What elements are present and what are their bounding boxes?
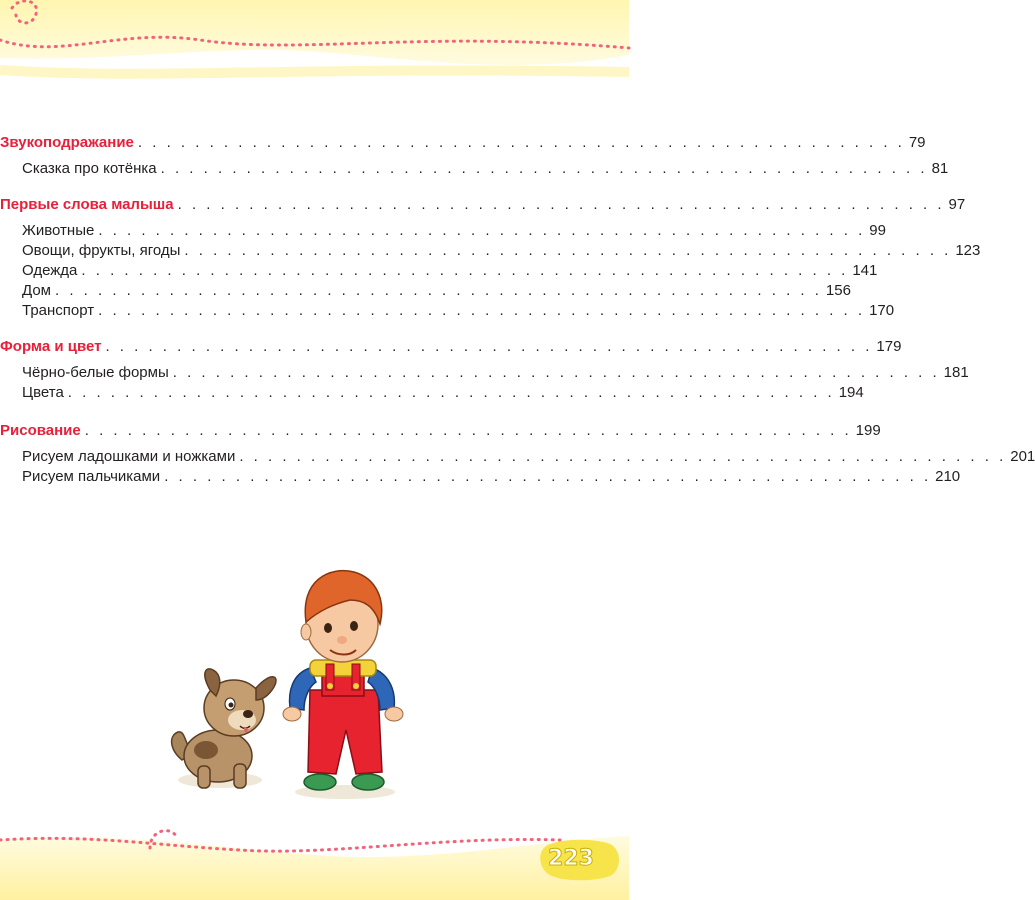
toc-item-title: Дом [22,282,51,299]
toc-page-number: 156 [825,282,851,299]
toc-section-row[interactable] [0,336,902,358]
toc-page-number: 141 [852,262,878,279]
page-number-badge [540,836,620,882]
toc-item-row[interactable] [22,446,1035,468]
toc-section-title: Рисование [0,422,81,439]
toc-item-row[interactable] [22,382,864,404]
leader-dots: . . . . . . . . . . . . . . . . . . . . . . . . . . . . . . . . . . . . . . . . . . . . . . . . . . . . . . [160,160,928,177]
toc-item-title: Рисуем пальчиками [22,468,161,485]
leader-dots: . . . . . . . . . . . . . . . . . . . . . . . . . . . . . . . . . . . . . . . . . . . . . . . . . . . . . . [184,242,952,259]
toc-page-number: 99 [869,222,886,239]
leader-dots: . . . . . . . . . . . . . . . . . . . . . . . . . . . . . . . . . . . . . . . . . . . . . . . . . . . . . . [67,384,835,401]
toc-page-number: 181 [943,364,969,381]
toc-section-row[interactable] [0,132,926,154]
toc-item-row[interactable] [22,300,895,322]
leader-dots: . . . . . . . . . . . . . . . . . . . . . . . . . . . . . . . . . . . . . . . . . . . . . . . . . . . . . . [84,422,852,439]
toc-page-number: 194 [838,384,864,401]
leader-dots: . . . . . . . . . . . . . . . . . . . . . . . . . . . . . . . . . . . . . . . . . . . . . . . . . . . . . . [81,262,849,279]
puppy-illustration [172,669,276,788]
toc-section-title: Форма и цвет [0,338,102,355]
toc-item-title: Сказка про котёнка [22,160,157,177]
toc-item-title: Животные [22,222,95,239]
toc-item-title: Одежда [22,262,78,279]
toc-page-number: 201 [1010,448,1035,465]
toc-page-number: 97 [948,196,966,213]
toc-page-number: 179 [876,338,902,355]
toc-item-row[interactable] [22,466,961,488]
toc-page-number: 79 [908,134,926,151]
toc-item-row[interactable] [22,220,886,242]
leader-dots: . . . . . . . . . . . . . . . . . . . . . . . . . . . . . . . . . . . . . . . . . . . . . . . . . . . . . . [98,302,866,319]
leader-dots: . . . . . . . . . . . . . . . . . . . . . . . . . . . . . . . . . . . . . . . . . . . . . . . . . . . . . . [164,468,932,485]
toc-section-row[interactable] [0,420,881,442]
toc-item-title: Транспорт [22,302,95,319]
top-decorative-band [0,0,629,90]
toc-item-row[interactable] [22,362,969,384]
leader-dots: . . . . . . . . . . . . . . . . . . . . . . . . . . . . . . . . . . . . . . . . . . . . . . . . . . . . . . [54,282,822,299]
leader-dots: . . . . . . . . . . . . . . . . . . . . . . . . . . . . . . . . . . . . . . . . . . . . . . . . . . . . . . [239,448,1007,465]
toc-page-number: 199 [855,422,881,439]
leader-dots: . . . . . . . . . . . . . . . . . . . . . . . . . . . . . . . . . . . . . . . . . . . . . . . . . . . . . . [177,196,945,213]
toc-item-row[interactable] [22,260,878,282]
leader-dots: . . . . . . . . . . . . . . . . . . . . . . . . . . . . . . . . . . . . . . . . . . . . . . . . . . . . . . [137,134,905,151]
toc-item-title: Чёрно-белые формы [22,364,169,381]
toc-item-row[interactable] [22,240,981,262]
leader-dots: . . . . . . . . . . . . . . . . . . . . . . . . . . . . . . . . . . . . . . . . . . . . . . . . . . . . . . [105,338,873,355]
page-number: 223 [548,846,594,871]
toc-page-number: 123 [955,242,981,259]
toc-item-title: Овощи, фрукты, ягоды [22,242,181,259]
illustration [160,560,420,800]
toc-item-title: Рисуем ладошками и ножками [22,448,236,465]
leader-dots: . . . . . . . . . . . . . . . . . . . . . . . . . . . . . . . . . . . . . . . . . . . . . . . . . . . . . . [172,364,940,381]
boy-illustration [283,571,403,799]
toc-page-number: 210 [935,468,961,485]
bottom-decorative-band [0,800,629,900]
leader-dots: . . . . . . . . . . . . . . . . . . . . . . . . . . . . . . . . . . . . . . . . . . . . . . . . . . . . . . [98,222,866,239]
toc-section-row[interactable] [0,194,966,216]
toc-item-title: Цвета [22,384,64,401]
toc-section-title: Первые слова малыша [0,196,174,213]
toc-page-number: 81 [931,160,949,177]
toc-item-row[interactable] [22,158,949,180]
toc-page-number: 170 [869,302,895,319]
toc-item-row[interactable] [22,280,851,302]
toc-section-title: Звукоподражание [0,134,134,151]
